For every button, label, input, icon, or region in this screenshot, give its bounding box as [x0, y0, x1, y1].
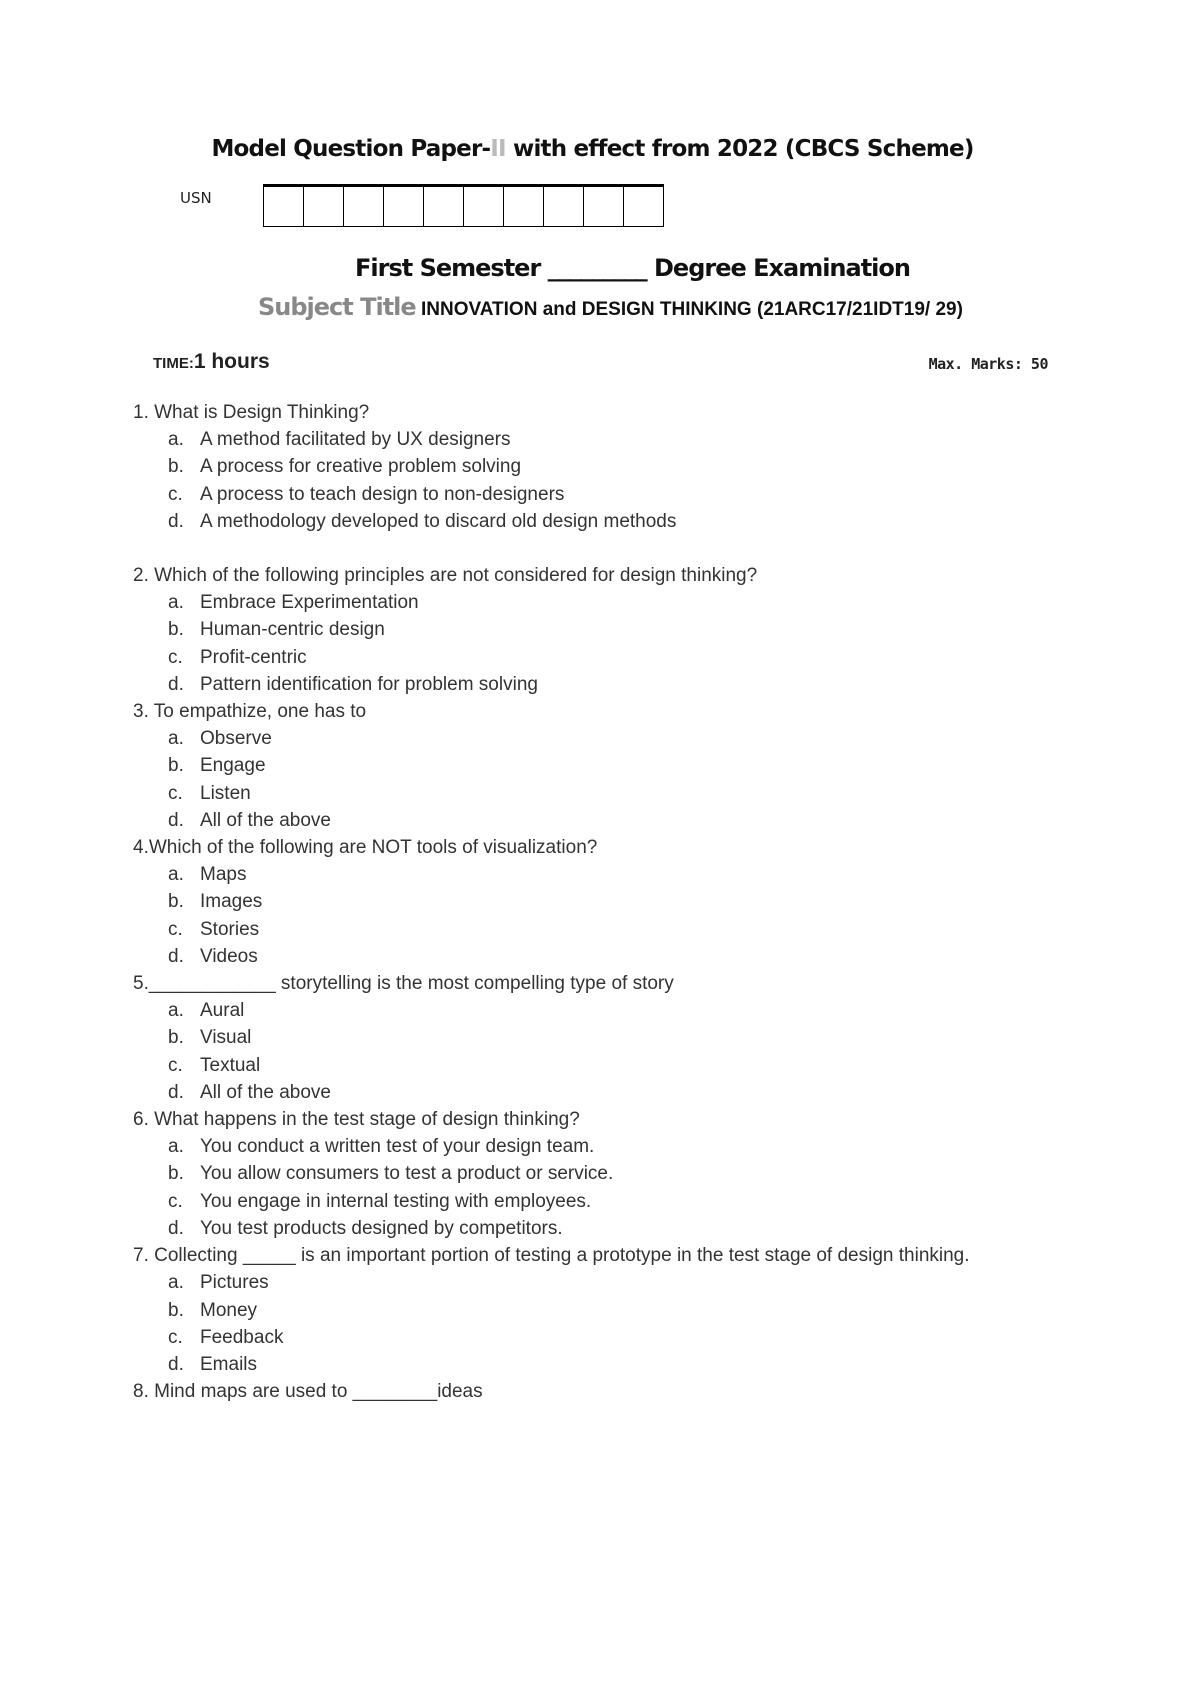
option [133, 861, 983, 888]
option-text: A methodology developed to discard old design methods [200, 510, 677, 532]
option-text: Videos [200, 945, 258, 967]
option-letter: c. [168, 646, 183, 668]
option-letter: c. [168, 1054, 183, 1076]
option [133, 725, 983, 752]
option-letter: c. [168, 782, 183, 804]
option [133, 1215, 983, 1242]
option-letter: d. [168, 510, 184, 532]
option [133, 888, 983, 915]
subject-label: Subject Title [258, 293, 416, 321]
option [133, 481, 983, 508]
option-text: Engage [200, 755, 266, 777]
usn-cell[interactable] [384, 187, 424, 227]
option-letter: a. [168, 1000, 184, 1022]
option [133, 1024, 983, 1051]
option-letter: d. [168, 1081, 184, 1103]
option-text: Aural [200, 1000, 245, 1022]
option-letter: b. [168, 619, 184, 641]
option-text: Money [200, 1299, 258, 1321]
option-text: You conduct a written test of your design team. [200, 1136, 595, 1158]
option [133, 671, 983, 698]
usn-cell[interactable] [544, 187, 584, 227]
option [133, 1052, 983, 1079]
option-letter: a. [168, 728, 184, 750]
question: 7. Collecting _____ is an important portion of testing a prototype in the test stage of design thinking. [133, 1245, 970, 1267]
question-list [133, 399, 983, 1405]
question: 5.____________ storytelling is the most compelling type of story [133, 973, 674, 995]
option-text: You test products designed by competitors. [200, 1217, 563, 1239]
question: 6. What happens in the test stage of design thinking? [133, 1109, 580, 1131]
question: 8. Mind maps are used to ________ideas [133, 1381, 483, 1403]
usn-cell[interactable] [464, 187, 504, 227]
usn-cell[interactable] [424, 187, 464, 227]
option-letter: c. [168, 1326, 183, 1348]
option [133, 589, 983, 616]
option-text: Pictures [200, 1272, 269, 1294]
option-text: A process to teach design to non-designers [200, 483, 565, 505]
option [133, 1079, 983, 1106]
semester-heading: First Semester _________ Degree Examination [355, 254, 910, 282]
title-roman: II [490, 136, 506, 162]
option-letter: d. [168, 1353, 184, 1375]
option-text: Embrace Experimentation [200, 592, 419, 614]
option [133, 943, 983, 970]
paper-title [0, 136, 1185, 162]
option [133, 1188, 983, 1215]
option-text: Pattern identification for problem solving [200, 673, 538, 695]
title-text: Model Question Paper- [211, 136, 491, 162]
option [133, 1133, 983, 1160]
option-text: Images [200, 891, 263, 913]
option [133, 1324, 983, 1351]
usn-cell[interactable] [304, 187, 344, 227]
option [133, 1297, 983, 1324]
option-text: All of the above [200, 1081, 331, 1103]
option [133, 616, 983, 643]
option-letter: b. [168, 1027, 184, 1049]
option-text: Textual [200, 1054, 261, 1076]
time [153, 350, 270, 374]
option-text: A method facilitated by UX designers [200, 429, 511, 451]
usn-boxes[interactable] [263, 184, 664, 227]
usn-label: USN [180, 189, 212, 207]
option-letter: a. [168, 1136, 184, 1158]
spacer [133, 535, 983, 562]
option-letter: b. [168, 456, 184, 478]
option-letter: d. [168, 1217, 184, 1239]
option-text: You allow consumers to test a product or service. [200, 1163, 614, 1185]
subject-title [258, 293, 963, 321]
max-marks: Max. Marks: 50 [928, 355, 1048, 373]
option-letter: d. [168, 945, 184, 967]
question: 2. Which of the following principles are not considered for design thinking? [133, 565, 758, 587]
option [133, 780, 983, 807]
option-text: Emails [200, 1353, 258, 1375]
option [133, 752, 983, 779]
option [133, 997, 983, 1024]
option-text: Visual [200, 1027, 252, 1049]
question: 3. To empathize, one has to [133, 701, 367, 723]
option-text: Profit-centric [200, 646, 307, 668]
option-text: You engage in internal testing with employees. [200, 1190, 592, 1212]
usn-cell[interactable] [344, 187, 384, 227]
usn-cell[interactable] [504, 187, 544, 227]
usn-cell[interactable] [584, 187, 624, 227]
option-text: Maps [200, 864, 247, 886]
option [133, 426, 983, 453]
title-text-end: with effect from 2022 (CBCS Scheme) [505, 136, 974, 162]
time-label: TIME: [153, 355, 194, 372]
option-letter: a. [168, 1272, 184, 1294]
question: 1. What is Design Thinking? [133, 402, 370, 423]
usn-cell[interactable] [624, 187, 664, 227]
option-text: Stories [200, 918, 260, 940]
option-text: A process for creative problem solving [200, 456, 522, 478]
subject-name: INNOVATION and DESIGN THINKING (21ARC17/21IDT19/ 29) [415, 299, 963, 320]
option [133, 453, 983, 480]
option-letter: c. [168, 483, 183, 505]
option-letter: b. [168, 1299, 184, 1321]
question: 4.Which of the following are NOT tools of visualization? [133, 837, 598, 859]
option-letter: b. [168, 755, 184, 777]
option-letter: a. [168, 429, 184, 451]
option-letter: b. [168, 891, 184, 913]
option [133, 1160, 983, 1187]
option-letter: c. [168, 918, 183, 940]
option-letter: c. [168, 1190, 183, 1212]
option [133, 508, 983, 535]
option [133, 916, 983, 943]
option-letter: a. [168, 864, 184, 886]
option-letter: b. [168, 1163, 184, 1185]
option [133, 1351, 983, 1378]
option-letter: d. [168, 809, 184, 831]
option-text: Feedback [200, 1326, 284, 1348]
option-letter: d. [168, 673, 184, 695]
time-value: 1 hours [193, 350, 270, 373]
option [133, 1269, 983, 1296]
option-text: Observe [200, 728, 272, 750]
option-text: Human-centric design [200, 619, 385, 641]
option [133, 807, 983, 834]
option-text: Listen [200, 782, 251, 804]
usn-cell[interactable] [264, 187, 304, 227]
option-text: All of the above [200, 809, 331, 831]
option-letter: a. [168, 592, 184, 614]
option [133, 644, 983, 671]
